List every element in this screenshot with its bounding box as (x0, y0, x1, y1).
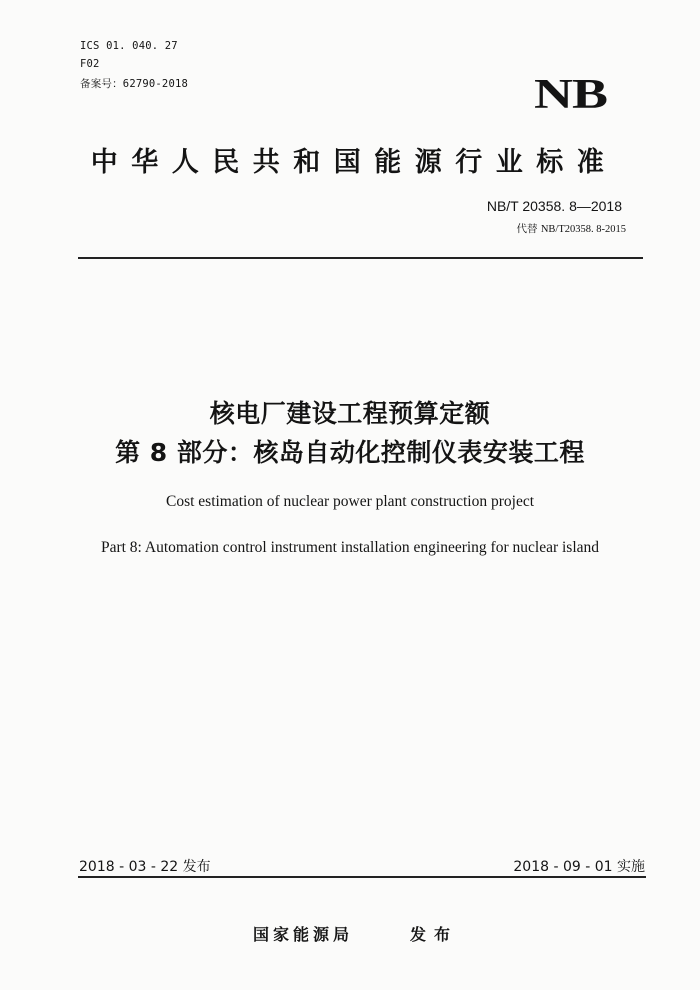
record-number: 备案号：62790-2018 (80, 78, 189, 90)
replaces-number: NB/T20358. 8-2015 (540, 224, 626, 235)
english-title-line-1: Cost estimation of nuclear power plant construction project (165, 493, 535, 510)
ics-code: ICS 01. 040. 27 (80, 40, 178, 52)
issue-date: 2018 - 03 - 22 发布 (79, 859, 211, 875)
english-title-line-2: Part 8: Automation control instrument installation engineering for nuclear island (100, 539, 600, 556)
issuing-authority: 国家能源局 (253, 925, 354, 944)
chinese-title-line-1: 核电厂建设工程预算定额 (209, 399, 491, 428)
issue-label: 发布 (410, 925, 459, 944)
footer-divider (78, 876, 646, 878)
replaces-line (516, 221, 626, 236)
header-divider (78, 257, 643, 259)
industry-standard-title: 中华人民共和国能源行业标准 (90, 147, 618, 178)
chinese-title-line-2: 第 8 部分：核岛自动化控制仪表安装工程 (115, 438, 585, 467)
classification-code: F02 (80, 58, 100, 70)
replaces-label: 代替 (516, 223, 538, 235)
implementation-date: 2018 - 09 - 01 实施 (513, 859, 645, 875)
nb-logo: NB (533, 70, 607, 118)
standard-number: NB/T 20358. 8—2018 (486, 198, 622, 214)
